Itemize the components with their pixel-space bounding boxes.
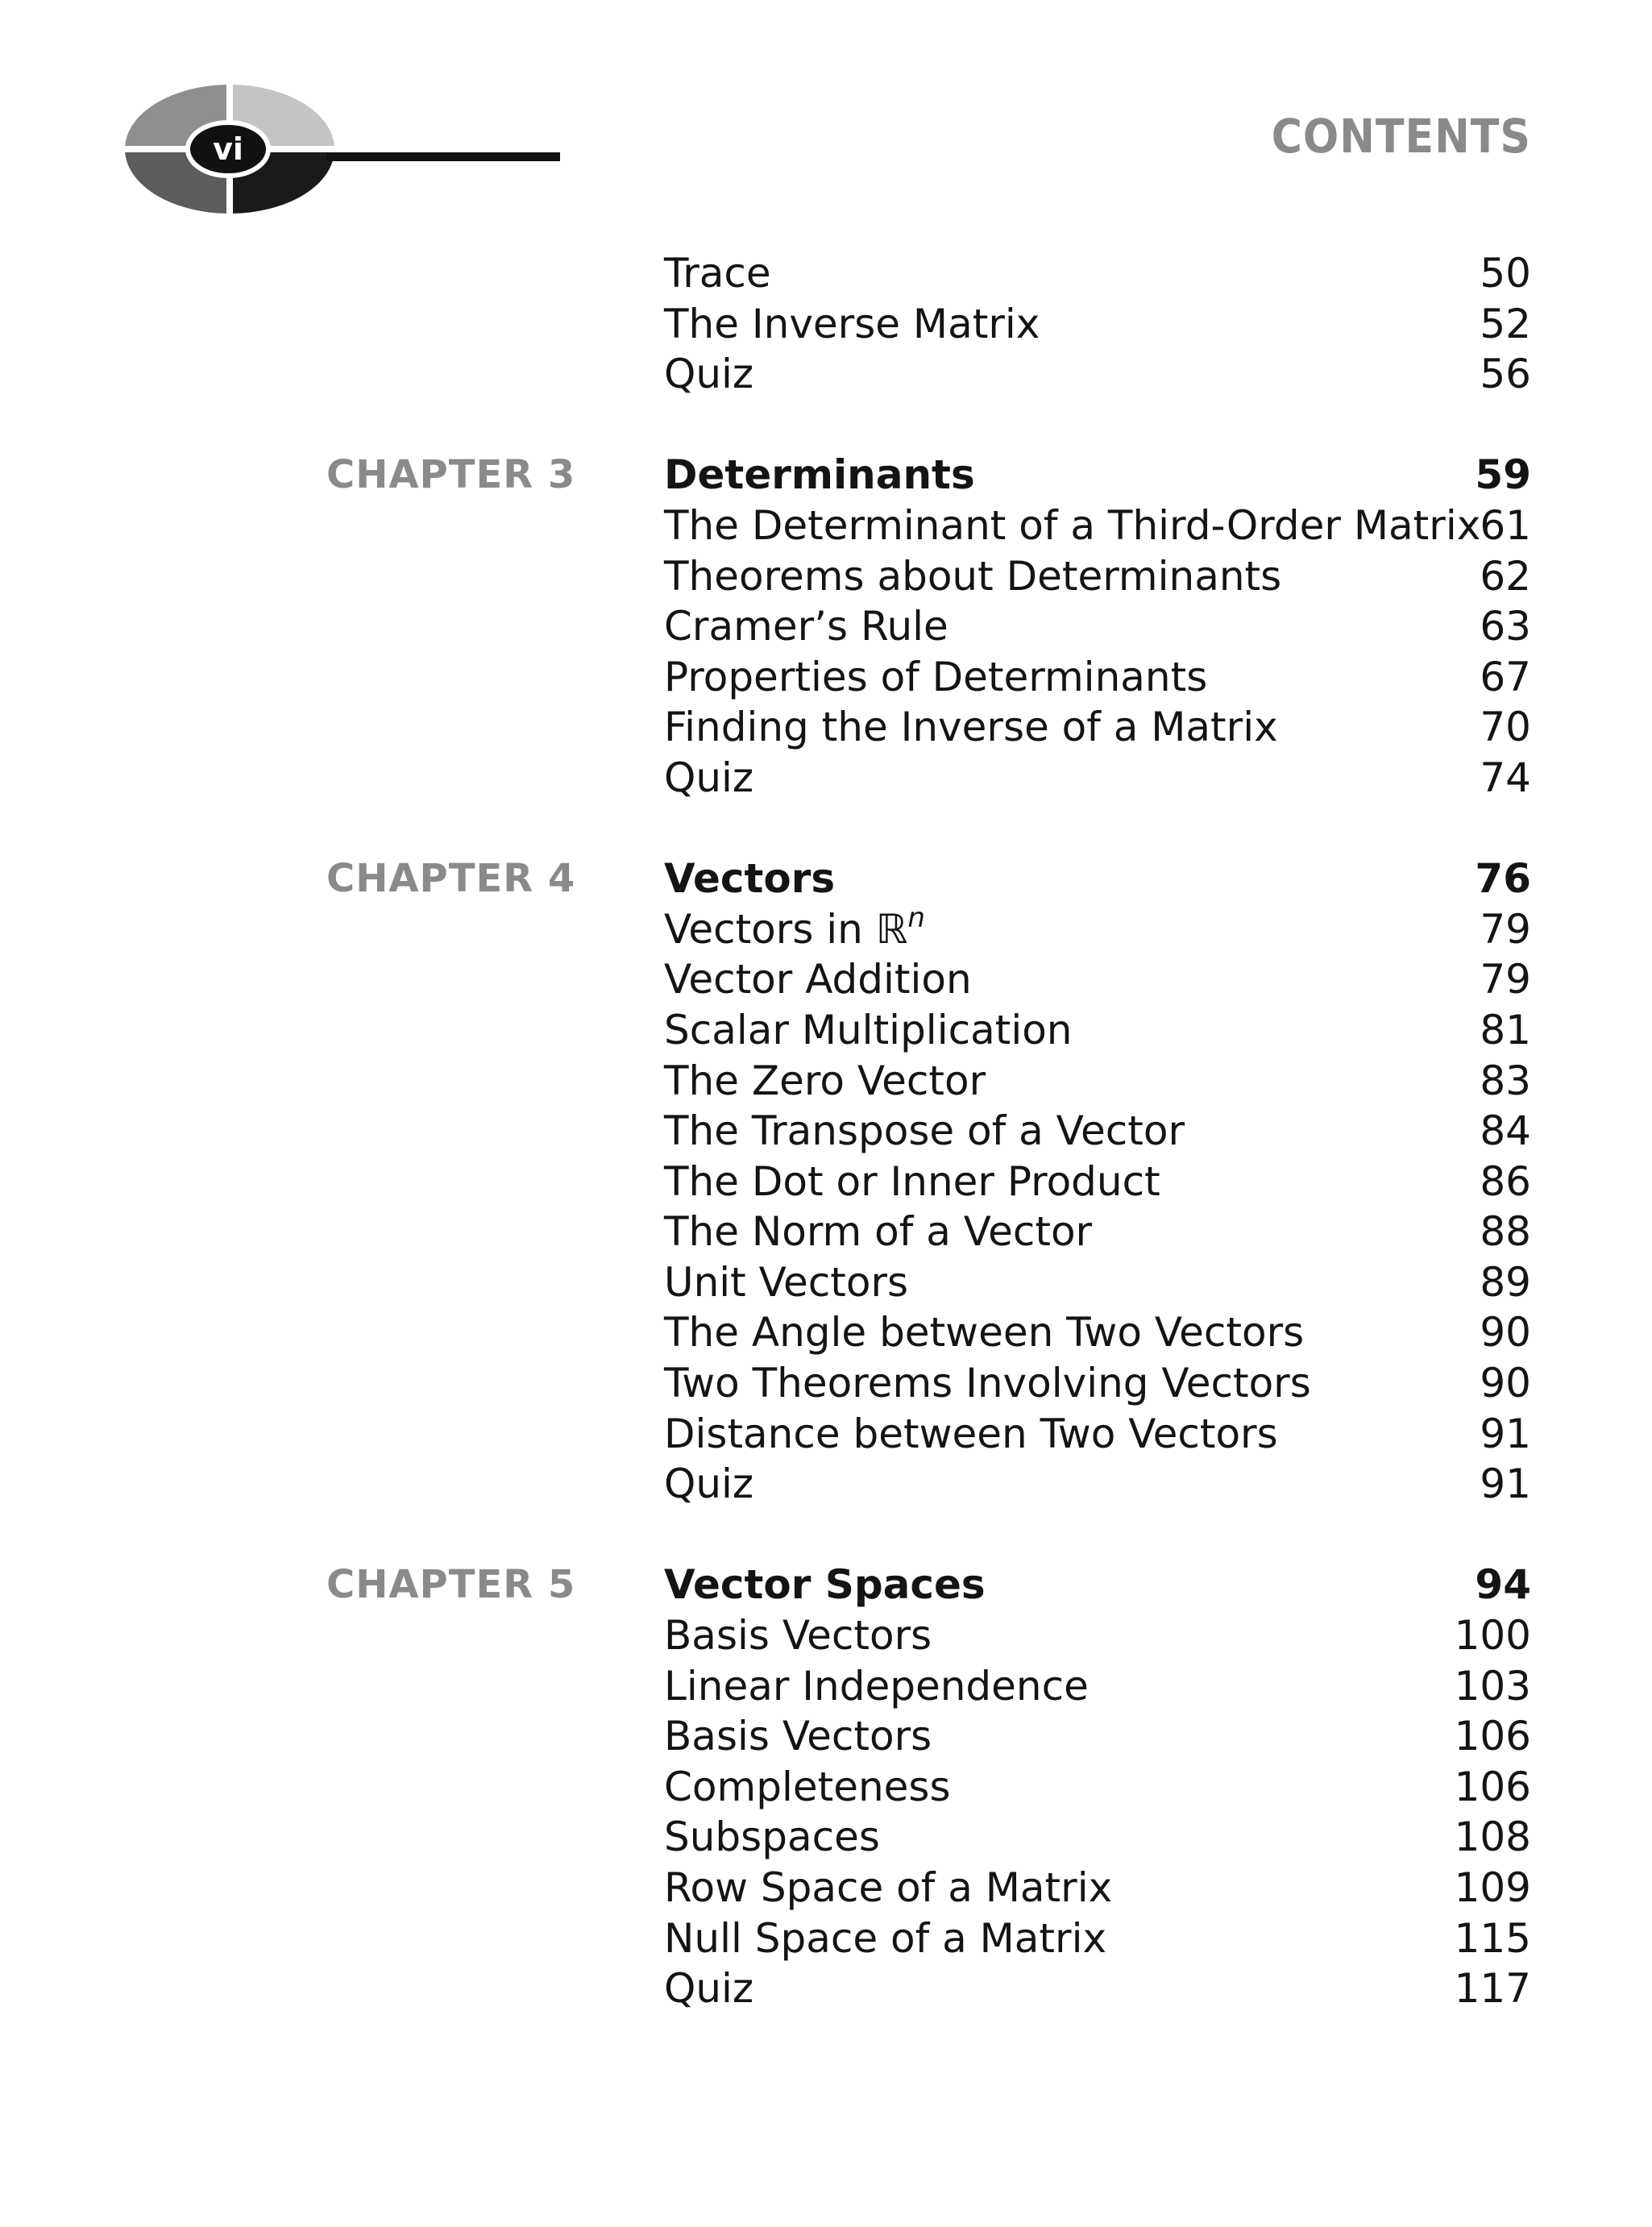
- entry-title: Unit Vectors: [664, 1258, 909, 1306]
- toc-entry[interactable]: [0, 1963, 1652, 2014]
- entry-title: [664, 901, 925, 955]
- entry-page: 90: [1480, 1309, 1531, 1357]
- entry-title: Scalar Multiplication: [664, 1006, 1073, 1053]
- entry-title: The Transpose of a Vector: [664, 1107, 1185, 1155]
- entry-page: 79: [1480, 956, 1531, 1003]
- toc-entry[interactable]: [0, 299, 1652, 350]
- toc-entry[interactable]: [0, 1005, 1652, 1056]
- entry-page: 84: [1480, 1107, 1531, 1155]
- entry-title: Vector Addition: [664, 956, 972, 1003]
- chapter-page: 59: [1475, 451, 1531, 499]
- toc-entry[interactable]: [0, 1157, 1652, 1207]
- chapter-label: CHAPTER 4: [326, 856, 576, 902]
- entry-title: Theorems about Determinants: [664, 552, 1282, 600]
- entry-page: 81: [1480, 1006, 1531, 1053]
- entry-title: Properties of Determinants: [664, 653, 1208, 700]
- toc-entry[interactable]: [0, 1257, 1652, 1308]
- toc-entry[interactable]: [0, 1106, 1652, 1157]
- entry-title: Cramer’s Rule: [664, 603, 948, 650]
- chapter-5-heading[interactable]: [0, 1560, 1652, 1610]
- entry-page: 117: [1454, 1965, 1531, 2013]
- entry-page: 106: [1454, 1763, 1531, 1810]
- entry-title: Basis Vectors: [664, 1713, 932, 1760]
- entry-title: Two Theorems Involving Vectors: [664, 1360, 1311, 1407]
- toc-entry[interactable]: [0, 501, 1652, 551]
- entry-page: 74: [1480, 754, 1531, 801]
- entry-page: 70: [1480, 704, 1531, 751]
- entry-page: 67: [1480, 653, 1531, 700]
- entry-title-text: Vectors in ℝ: [664, 905, 908, 953]
- toc-entry[interactable]: [0, 551, 1652, 602]
- chapter-title: Vector Spaces: [664, 1561, 986, 1609]
- entry-title: Quiz: [664, 1965, 754, 2013]
- toc-entry[interactable]: [0, 1610, 1652, 1661]
- chapter-title: Determinants: [664, 451, 975, 499]
- entry-page: 63: [1480, 603, 1531, 650]
- toc-entry[interactable]: [0, 1762, 1652, 1813]
- entry-title: Linear Independence: [664, 1662, 1089, 1710]
- toc-entry[interactable]: [0, 1358, 1652, 1409]
- toc-entry[interactable]: [0, 349, 1652, 400]
- toc-entry[interactable]: [0, 601, 1652, 652]
- entry-title: Completeness: [664, 1763, 951, 1810]
- entry-title: Distance between Two Vectors: [664, 1410, 1278, 1457]
- entry-page: 52: [1480, 300, 1531, 347]
- entry-title: Quiz: [664, 1460, 754, 1508]
- toc-entry[interactable]: [0, 753, 1652, 804]
- entry-title: The Zero Vector: [664, 1057, 986, 1104]
- entry-page: 50: [1480, 250, 1531, 297]
- entry-page: 89: [1480, 1258, 1531, 1306]
- toc-entry[interactable]: [0, 1913, 1652, 1964]
- chapter-page: 76: [1475, 855, 1531, 903]
- entry-title: Quiz: [664, 351, 754, 398]
- running-head: CONTENTS: [1271, 109, 1531, 164]
- entry-page: 106: [1454, 1713, 1531, 1760]
- toc-entry[interactable]: [0, 1661, 1652, 1712]
- entry-title: The Norm of a Vector: [664, 1208, 1093, 1256]
- chapter-4-heading[interactable]: [0, 854, 1652, 904]
- entry-page: 61: [1480, 501, 1531, 549]
- toc-entry[interactable]: [0, 702, 1652, 753]
- entry-page: 90: [1480, 1360, 1531, 1407]
- toc-entry[interactable]: [0, 1409, 1652, 1460]
- toc-entry[interactable]: [0, 1307, 1652, 1358]
- chapter-3-heading[interactable]: [0, 450, 1652, 501]
- toc-entry[interactable]: [0, 901, 1652, 955]
- toc-entry[interactable]: [0, 1056, 1652, 1107]
- table-of-contents: [0, 248, 1652, 2014]
- toc-entry[interactable]: [0, 1711, 1652, 1762]
- entry-page: 56: [1480, 351, 1531, 398]
- entry-page: 91: [1480, 1410, 1531, 1457]
- toc-entry[interactable]: [0, 1207, 1652, 1257]
- page-number: vi: [213, 131, 243, 167]
- entry-title: The Determinant of a Third-Order Matrix: [664, 501, 1481, 549]
- entry-title: Subspaces: [664, 1814, 880, 1861]
- entry-page: 62: [1480, 552, 1531, 600]
- entry-page: 88: [1480, 1208, 1531, 1256]
- toc-entry[interactable]: [0, 248, 1652, 299]
- entry-title: Quiz: [664, 754, 754, 801]
- entry-page: 115: [1454, 1914, 1531, 1962]
- chapter-label: CHAPTER 3: [326, 452, 576, 498]
- entry-page: 83: [1480, 1057, 1531, 1104]
- entry-title: The Inverse Matrix: [664, 300, 1040, 347]
- entry-page: 100: [1454, 1612, 1531, 1660]
- entry-title: The Dot or Inner Product: [664, 1157, 1160, 1205]
- entry-page: 109: [1454, 1864, 1531, 1911]
- entry-title: Trace: [664, 250, 771, 297]
- entry-title: The Angle between Two Vectors: [664, 1309, 1305, 1357]
- entry-page: 79: [1480, 905, 1531, 953]
- exponent: n: [907, 901, 925, 934]
- chapter-label: CHAPTER 5: [326, 1562, 576, 1608]
- entry-title: Finding the Inverse of a Matrix: [664, 704, 1278, 751]
- toc-entry[interactable]: [0, 652, 1652, 703]
- toc-entry[interactable]: [0, 954, 1652, 1005]
- chapter-title: Vectors: [664, 855, 836, 903]
- toc-entry[interactable]: [0, 1459, 1652, 1510]
- entry-title: Basis Vectors: [664, 1612, 932, 1660]
- entry-page: 108: [1454, 1814, 1531, 1861]
- entry-title: Row Space of a Matrix: [664, 1864, 1113, 1911]
- toc-entry[interactable]: [0, 1863, 1652, 1913]
- toc-entry[interactable]: [0, 1812, 1652, 1863]
- entry-page: 103: [1454, 1662, 1531, 1710]
- entry-page: 86: [1480, 1157, 1531, 1205]
- entry-title: Null Space of a Matrix: [664, 1914, 1107, 1962]
- chapter-page: 94: [1475, 1561, 1531, 1609]
- entry-page: 91: [1480, 1460, 1531, 1508]
